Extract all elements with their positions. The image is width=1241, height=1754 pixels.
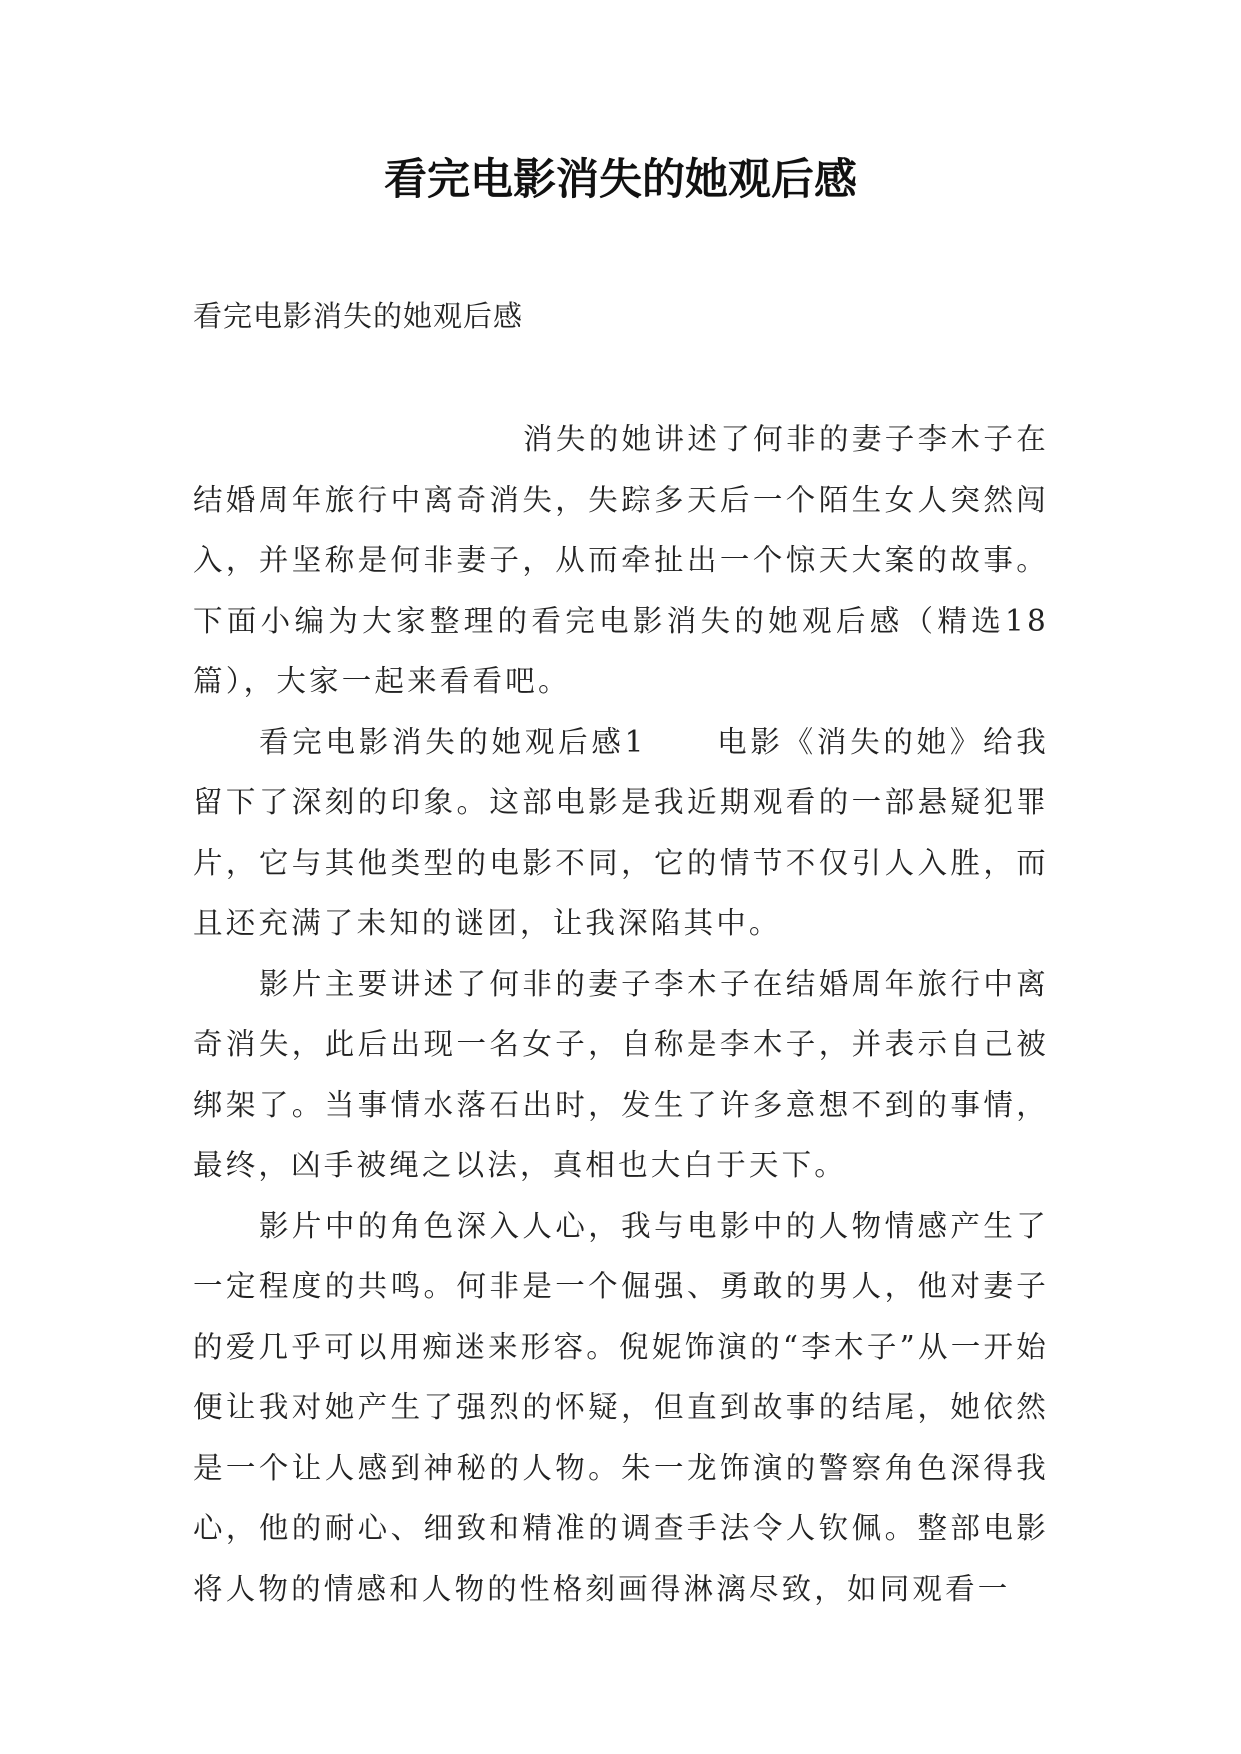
document-title: 看完电影消失的她观后感 (384, 155, 857, 205)
section-1-paragraph-2: 影片主要讲述了何非的妻子李木子在结婚周年旅行中离奇消失，此后出现一名女子，自称是李木子，并表示自己被绑架了。当事情水落石出时，发生了许多意想不到的事情，最终，凶手被绳之以法，真相也大白于天下。 (193, 966, 1049, 1182)
section-1-paragraph-1: 电影《消失的她》给我留下了深刻的印象。这部电影是我近期观看的一部悬疑犯罪片，它与其他类型的电影不同，它的情节不仅引人入胜，而且还充满了未知的谜团，让我深陷其中。 (193, 724, 1049, 940)
document-body (193, 409, 1049, 1619)
section-1-first-paragraph (193, 712, 1049, 954)
section-1-paragraph-3: 影片中的角色深入人心，我与电影中的人物情感产生了一定程度的共鸣。何非是一个倔强、勇敢的男人，他对妻子的爱几乎可以用痴迷来形容。倪妮饰演的“李木子”从一开始便让我对她产生了强烈的怀疑，但直到故事的结尾，她依然是一个让人感到神秘的人物。朱一龙饰演的警察角色深得我心，他的耐心、细致和精准的调查手法令人钦佩。整部电影将人物的情感和人物的性格刻画得淋漓尽致，如同观看一 (193, 1208, 1049, 1606)
section-1-heading: 看完电影消失的她观后感1 (259, 724, 647, 759)
document-subtitle: 看完电影消失的她观后感 (193, 299, 524, 333)
intro-paragraph: 消失的她讲述了何非的妻子李木子在结婚周年旅行中离奇消失，失踪多天后一个陌生女人突然闯入，并坚称是何非妻子，从而牵扯出一个惊天大案的故事。下面小编为大家整理的看完电影消失的她观后感（精选18篇），大家一起来看看吧。 (193, 422, 1049, 698)
